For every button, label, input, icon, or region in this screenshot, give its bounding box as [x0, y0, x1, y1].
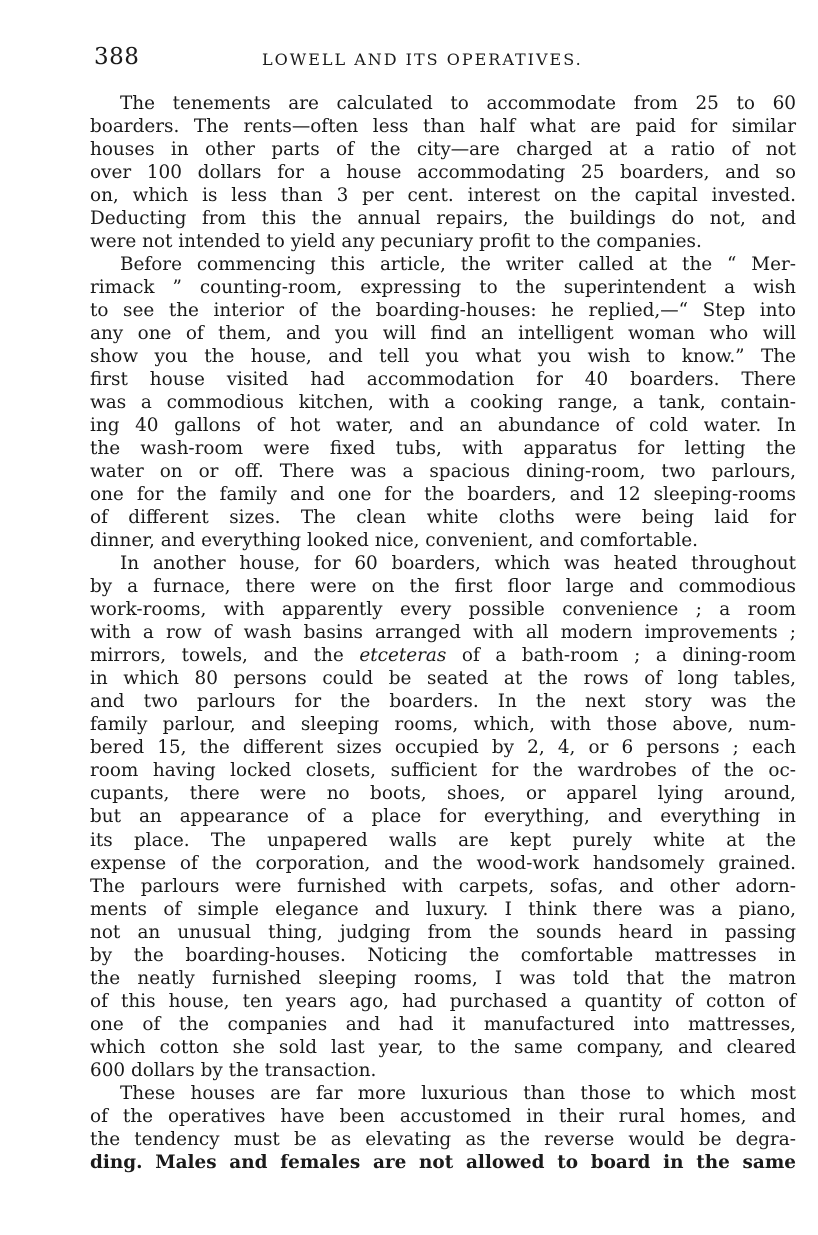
line-text: its place. The unpapered walls are kept purely white at the	[90, 829, 796, 851]
line-text: These houses are far more luxurious than those to which most	[120, 1082, 796, 1104]
text-line	[120, 253, 796, 276]
line-text: not an unusual thing, judging from the sounds heard in passing	[90, 921, 796, 943]
text-line	[90, 483, 796, 506]
text-line	[90, 644, 796, 667]
text-line	[90, 1128, 796, 1151]
line-text: The tenements are calculated to accommodate from 25 to 60	[120, 93, 796, 114]
text-line	[90, 1036, 796, 1059]
text-line	[90, 575, 796, 598]
line-text: one of the companies and had it manufactured into mattresses,	[90, 1013, 796, 1035]
text-line	[90, 898, 796, 921]
text-line	[90, 829, 796, 852]
line-text: dinner, and everything looked nice, convenient, and comfortable.	[90, 530, 698, 552]
text-line	[90, 921, 796, 944]
text-line	[90, 944, 796, 967]
text-line	[90, 759, 796, 782]
line-text: on, which is less than 3 per cent. interest on the capital invested.	[90, 185, 796, 207]
line-text: to see the interior of the boarding-houses: he replied,—“ Step into	[90, 300, 796, 322]
line-text: expense of the corporation, and the wood-work handsomely grained.	[90, 852, 796, 874]
line-text: which cotton she sold last year, to the same company, and cleared	[90, 1036, 796, 1058]
line-text: one for the family and one for the boarders, and 12 sleeping-rooms	[90, 484, 796, 506]
text-line	[90, 967, 796, 990]
line-text: of different sizes. The clean white cloths were being laid for	[90, 507, 796, 529]
text-line	[90, 1151, 796, 1174]
text-line	[90, 667, 796, 690]
line-text: the tendency must be as elevating as the reverse would be degra-	[90, 1128, 796, 1150]
line-text	[90, 644, 796, 667]
line-text: ding. Males and females are not allowed to board in the same	[90, 1151, 796, 1173]
text-line	[90, 713, 796, 736]
italic-word: etceteras	[359, 645, 447, 667]
line-text: rimack ” counting-room, expressing to the superintendent a wish	[90, 277, 796, 299]
line-text: room having locked closets, sufficient for the wardrobes of the oc-	[90, 760, 796, 782]
line-text: houses in other parts of the city—are charged at a ratio of not	[90, 139, 796, 161]
line-text: by a furnace, there were on the first floor large and commodious	[90, 576, 796, 598]
text-line	[90, 299, 796, 322]
line-text: show you the house, and tell you what you wish to know.” The	[90, 346, 796, 368]
page-header	[94, 44, 794, 74]
text-line	[90, 690, 796, 713]
text-line	[90, 782, 796, 805]
text-line	[90, 852, 796, 875]
text-line	[90, 115, 796, 138]
text-line	[90, 437, 796, 460]
text-line	[120, 1082, 796, 1105]
text-line	[90, 207, 796, 230]
text-line	[90, 138, 796, 161]
line-text-part: of a bath-room ; a dining-room	[446, 645, 796, 667]
text-line	[90, 322, 796, 345]
line-text: cupants, there were no boots, shoes, or apparel lying around,	[90, 783, 796, 805]
line-text: of this house, ten years ago, had purchased a quantity of cotton of	[90, 990, 796, 1012]
text-line	[90, 598, 796, 621]
text-line	[90, 529, 796, 552]
text-line	[90, 345, 796, 368]
text-line	[90, 1013, 796, 1036]
text-line	[90, 621, 796, 644]
line-text: and two parlours for the boarders. In the next story was the	[90, 691, 796, 713]
body-text	[0, 92, 818, 1174]
text-line	[90, 276, 796, 299]
running-head: LOWELL AND ITS OPERATIVES.	[262, 50, 583, 69]
line-text: Deducting from this the annual repairs, the buildings do not, and	[90, 208, 796, 230]
line-text: first house visited had accommodation for 40 boarders. There	[90, 369, 796, 391]
text-line	[90, 506, 796, 529]
text-line	[90, 391, 796, 414]
line-text: in which 80 persons could be seated at the rows of long tables,	[90, 668, 796, 690]
text-line	[90, 230, 796, 253]
text-line	[90, 414, 796, 437]
line-text: were not intended to yield any pecuniary profit to the companies.	[90, 231, 702, 253]
line-text: of the operatives have been accustomed in their rural homes, and	[90, 1105, 796, 1127]
text-line	[120, 92, 796, 115]
line-text: any one of them, and you will find an intelligent woman who will	[90, 323, 796, 345]
text-line	[90, 161, 796, 184]
line-text: work-rooms, with apparently every possible convenience ; a room	[90, 599, 796, 621]
line-text: bered 15, the different sizes occupied by 2, 4, or 6 persons ; each	[90, 737, 796, 759]
line-text-part: mirrors, towels, and the	[90, 645, 360, 667]
line-text: by the boarding-houses. Noticing the comfortable mattresses in	[90, 944, 796, 966]
line-text: the wash-room were fixed tubs, with apparatus for letting the	[90, 438, 796, 460]
text-line	[90, 1105, 796, 1128]
text-line	[120, 552, 796, 575]
line-text: with a row of wash basins arranged with all modern improvements ;	[90, 622, 796, 644]
line-text: 600 dollars by the transaction.	[90, 1059, 377, 1081]
line-text: In another house, for 60 boarders, which was heated throughout	[120, 553, 796, 575]
line-text: but an appearance of a place for everything, and everything in	[90, 806, 796, 828]
text-line	[90, 805, 796, 828]
text-line	[90, 368, 796, 391]
text-line	[90, 460, 796, 483]
line-text: family parlour, and sleeping rooms, which, with those above, num-	[90, 714, 796, 736]
text-line	[90, 875, 796, 898]
line-text: ments of simple elegance and luxury. I think there was a piano,	[90, 898, 796, 920]
text-line	[90, 184, 796, 207]
line-text: over 100 dollars for a house accommodating 25 boarders, and so	[90, 162, 796, 184]
text-line	[90, 736, 796, 759]
line-text: the neatly furnished sleeping rooms, I was told that the matron	[90, 967, 796, 989]
line-text: The parlours were furnished with carpets, sofas, and other adorn-	[90, 875, 796, 897]
line-text: was a commodious kitchen, with a cooking range, a tank, contain-	[90, 392, 796, 414]
line-text: Before commencing this article, the writer called at the “ Mer-	[120, 254, 796, 276]
line-text: boarders. The rents—often less than half what are paid for similar	[90, 116, 796, 138]
page-number: 388	[94, 44, 140, 70]
line-text: water on or off. There was a spacious dining-room, two parlours,	[90, 461, 796, 483]
line-text: ing 40 gallons of hot water, and an abundance of cold water. In	[90, 415, 796, 437]
text-line	[90, 990, 796, 1013]
text-line	[90, 1059, 796, 1082]
